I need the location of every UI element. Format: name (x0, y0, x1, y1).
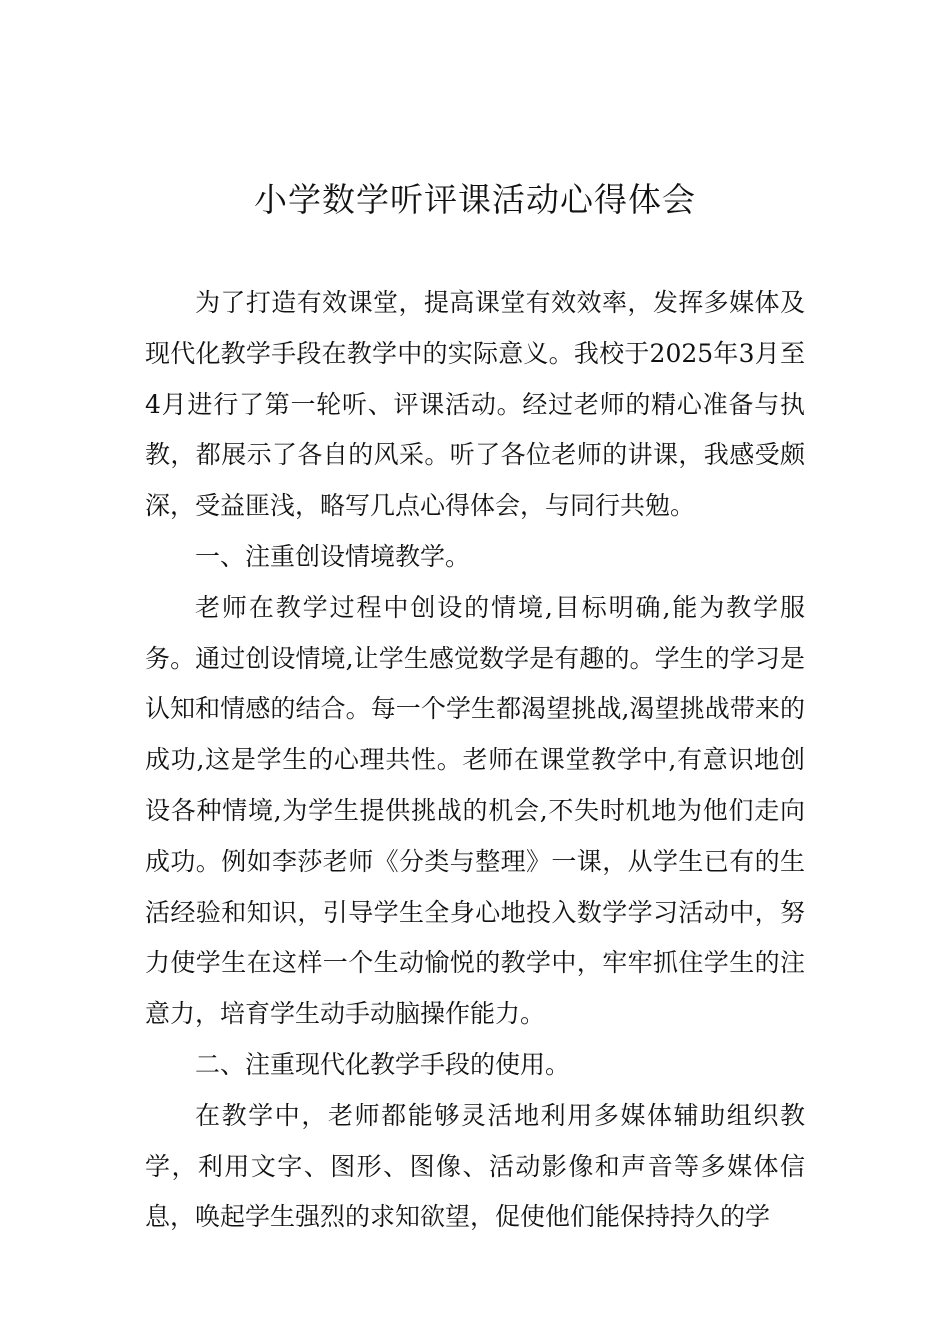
document-body (145, 278, 805, 1243)
section-heading-2: 二、注重现代化教学手段的使用。 (195, 1049, 571, 1079)
section-1-paragraph: 老师在教学过程中创设的情境,目标明确,能为教学服务。通过创设情境,让学生感觉数学是有趣的。学生的学习是认知和情感的结合。每一个学生都渴望挑战,渴望挑战带来的成功,这是学生的心理共性。老师在课堂教学中,有意识地创设各种情境,为学生提供挑战的机会,不失时机地为他们走向成功。例如李莎老师《分类与整理》一课，从学生已有的生活经验和知识，引导学生全身心地投入数学学习活动中，努力使学生在这样一个生动愉悦的教学中，牢牢抓住学生的注意力，培育学生动手动脑操作能力。 (145, 592, 805, 1029)
intro-paragraph: 为了打造有效课堂，提高课堂有效效率，发挥多媒体及现代化教学手段在教学中的实际意义。我校于2025年3月至4月进行了第一轮听、评课活动。经过老师的精心准备与执教，都展示了各自的风采。听了各位老师的讲课，我感受颇深，受益匪浅，略写几点心得体会，与同行共勉。 (145, 288, 805, 521)
section-2-paragraph: 在教学中，老师都能够灵活地利用多媒体辅助组织教学，利用文字、图形、图像、活动影像和声音等多媒体信息，唤起学生强烈的求知欲望，促使他们能保持持久的学 (145, 1100, 805, 1232)
document-title: 小学数学听评课活动心得体会 (254, 180, 696, 219)
section-heading-1: 一、注重创设情境教学。 (195, 541, 471, 571)
